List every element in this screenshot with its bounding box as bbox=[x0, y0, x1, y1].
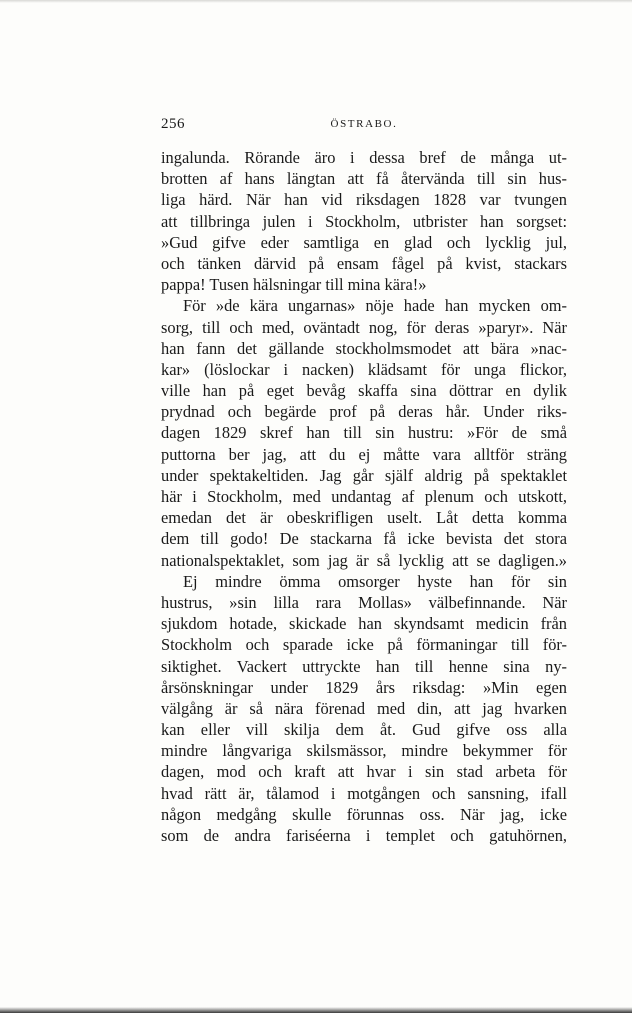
text-line: ville han på eget bevåg skaffa sina döttrar en dylik bbox=[161, 381, 567, 401]
text-line: dagen, mod och kraft att hvar i sin stad arbeta för bbox=[161, 762, 567, 782]
running-head bbox=[161, 116, 567, 140]
text-line: siktighet. Vackert uttryckte han till henne sina ny- bbox=[161, 656, 567, 676]
running-title: ÖSTRABO. bbox=[330, 118, 398, 130]
text-line: nationalspektaklet, som jag är så lycklig att se dagligen.» bbox=[161, 550, 567, 570]
text-line: att tillbringa julen i Stockholm, utbrister han sorgset: bbox=[161, 211, 567, 231]
text-line: han fann det gällande stockholmsmodet att bära »nac- bbox=[161, 338, 567, 358]
text-line: Ej mindre ömma omsorger hyste han för sin bbox=[183, 571, 567, 591]
text-line: brotten af hans längtan att få återvända till sin hus- bbox=[161, 169, 567, 189]
text-line: prydnad och begärde prof på deras hår. Under riks- bbox=[161, 402, 567, 422]
body-text bbox=[161, 147, 567, 846]
text-line: kan eller vill skilja dem åt. Gud gifve oss alla bbox=[161, 720, 567, 740]
text-line: välgång är så nära förenad med din, att jag hvarken bbox=[161, 698, 567, 718]
text-line: puttorna ber jag, att du ej måtte vara alltför sträng bbox=[161, 444, 567, 464]
text-line: årsönskningar under 1829 års riksdag: »Min egen bbox=[161, 677, 567, 697]
text-line: som de andra fariséerna i templet och gatuhörnen, bbox=[161, 826, 567, 845]
text-line: hustrus, »sin lilla rara Mollas» välbefinnande. När bbox=[161, 592, 567, 612]
text-line: pappa! Tusen hälsningar till mina kära!» bbox=[161, 275, 427, 295]
text-line: här i Stockholm, med undantag af plenum och utskott, bbox=[161, 487, 567, 506]
text-line: hvad rätt är, tålamod i motgången och sansning, ifall bbox=[161, 783, 567, 803]
text-line: emedan det är obeskrifligen uselt. Låt detta komma bbox=[161, 508, 567, 528]
text-line: Stockholm och sparade icke på förmaningar till för- bbox=[161, 635, 567, 655]
text-line: »Gud gifve eder samtliga en glad och lycklig jul, bbox=[161, 232, 567, 252]
text-line: sorg, till och med, oväntadt nog, för deras »paryr». När bbox=[161, 317, 567, 337]
text-line: någon medgång skulle förunnas oss. När jag, icke bbox=[161, 804, 567, 824]
book-page bbox=[161, 116, 567, 846]
text-line: mindre långvariga skilsmässor, mindre bekymmer för bbox=[161, 741, 567, 761]
text-line: dagen 1829 skref han till sin hustru: »För de små bbox=[161, 423, 567, 443]
scan-edge-bottom bbox=[0, 1007, 632, 1013]
text-line: sjukdom hotade, skickade han skyndsamt medicin från bbox=[161, 614, 567, 634]
text-line: ingalunda. Rörande äro i dessa bref de många ut- bbox=[161, 148, 567, 167]
text-line: För »de kära ungarnas» nöje hade han mycken om- bbox=[183, 296, 567, 316]
text-line: och tänken därvid på ensam fågel på kvist, stackars bbox=[161, 253, 567, 273]
text-line: dem till godo! De stackarna få icke bevista det stora bbox=[161, 529, 567, 549]
text-line: under spektakeltiden. Jag går själf aldrig på spektaklet bbox=[161, 465, 567, 485]
page-number: 256 bbox=[161, 116, 185, 132]
scan-edge-top bbox=[0, 0, 632, 3]
text-line: liga härd. När han vid riksdagen 1828 var tvungen bbox=[161, 190, 567, 210]
text-line: kar» (löslockar i nacken) klädsamt för unga flickor, bbox=[161, 359, 567, 379]
